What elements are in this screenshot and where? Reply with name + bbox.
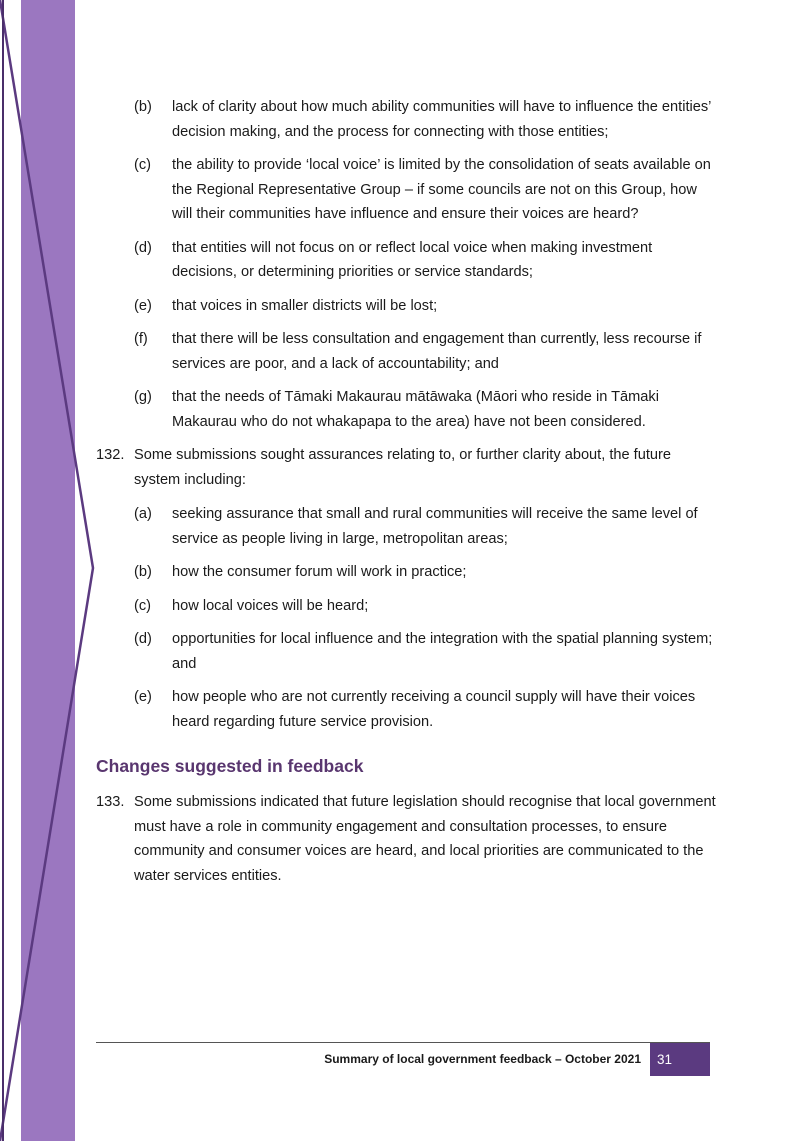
list-item-label: (a) [134, 506, 152, 522]
list-item [96, 685, 716, 734]
list-item-text: how the consumer forum will work in practice; [172, 564, 467, 580]
list-item-text: seeking assurance that small and rural communities will receive the same level of service as people living in large, metropolitan areas; [172, 506, 698, 547]
list-item-text: opportunities for local influence and the integration with the spatial planning system; and [172, 631, 713, 672]
list-item-text: that entities will not focus on or reflect local voice when making investment decisions, or determining priorities or service standards; [172, 239, 653, 280]
paragraph-text: Some submissions sought assurances relating to, or further clarity about, the future system including: [134, 447, 671, 488]
paragraph-number: 133. [96, 794, 125, 810]
list-item-text: lack of clarity about how much ability communities will have to influence the entities’ decision making, and the process for connecting with those entities; [172, 99, 711, 140]
list-item [96, 327, 716, 376]
list-item-label: (b) [134, 564, 152, 580]
list-item [96, 594, 716, 619]
list-item [96, 294, 716, 319]
paragraph-number: 132. [96, 447, 125, 463]
list-item [96, 502, 716, 551]
list-item-text: how people who are not currently receiving a council supply will have their voices heard regarding future service provision. [172, 689, 696, 730]
list-item-label: (f) [134, 331, 148, 347]
list-item-label: (d) [134, 239, 152, 256]
list-item [96, 153, 716, 227]
list-item-label: (c) [134, 597, 152, 614]
footer-title: Summary of local government feedback – October 2021 [324, 1052, 641, 1066]
paragraph-text: Some submissions indicated that future legislation should recognise that local government must have a role in community engagement and consultation processes, to ensure community and consumer voices are heard, and local priorities are communicated to the water services entities. [134, 794, 716, 884]
list-item [96, 385, 716, 434]
page-number: 31 [657, 1052, 673, 1067]
list-item [96, 627, 716, 676]
main-content [96, 95, 716, 898]
list-item-label: (c) [134, 157, 152, 173]
footer-divider [96, 1042, 710, 1043]
page-number-box [650, 1043, 710, 1076]
side-decoration-lines [0, 0, 110, 1141]
list-item-label: (b) [134, 99, 152, 115]
list-item-label: (d) [134, 631, 152, 647]
list-item-label: (e) [134, 297, 152, 314]
list-item [96, 95, 716, 144]
paragraph-133 [96, 790, 716, 888]
list-item [96, 560, 716, 585]
list-group-1 [96, 95, 716, 434]
list-item [96, 236, 716, 285]
list-item-text: that voices in smaller districts will be lost; [172, 297, 438, 314]
list-item-text: how local voices will be heard; [172, 597, 369, 614]
list-item-label: (g) [134, 389, 152, 405]
list-item-label: (e) [134, 689, 152, 705]
section-heading: Changes suggested in feedback [96, 756, 364, 776]
list-item-text: that the needs of Tāmaki Makaurau mātāwaka (Māori who reside in Tāmaki Makaurau who do not whakapapa to the area) have not been considered. [172, 389, 659, 430]
list-item-text: that there will be less consultation and engagement than currently, less recourse if services are poor, and a lack of accountability; and [172, 331, 702, 372]
list-group-2 [96, 502, 716, 734]
paragraph-132 [96, 443, 716, 492]
list-item-text: the ability to provide ‘local voice’ is limited by the consolidation of seats available on the Regional Representative Group – if some councils are not on this Group, how will their communities have influence and ensure their voices are heard? [172, 157, 711, 222]
